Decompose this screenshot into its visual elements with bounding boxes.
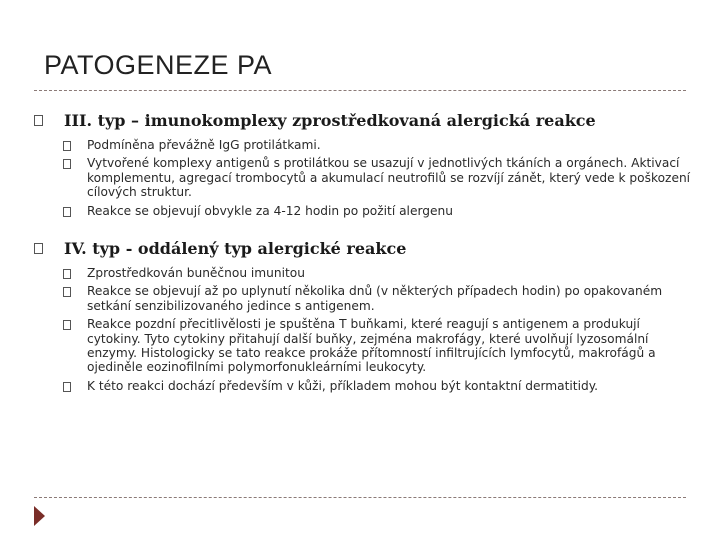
square-bullet-icon (63, 269, 71, 279)
list-item (87, 317, 694, 375)
list-item-text: Vytvořené komplexy antigenů s protilátkou se usazují v jednotlivých tkáních a orgánech. Aktivací komplementu, agregací trombocytů a akumulací neutrofilů se rozvíjí zánět, který vede k poškození cílových struktur. (87, 156, 691, 200)
list-item-text: Reakce pozdní přecitlivělosti je spuštěna T buňkami, které reagují s antigenem a produkují cytokiny. Tyto cytokiny přitahují další buňky, zejména makrofágy, které uvolňují lyzosomální enzymy. Histologicky se tato reakce prokáže přítomností infiltrujících lymfocytů, makrofágů a ojediněle eozinofilními polymorfonukleárními leukocyty. (87, 317, 656, 375)
square-bullet-icon (63, 141, 71, 151)
list-item-text: Podmíněna převážně IgG protilátkami. (87, 138, 321, 152)
section-heading-text: III. typ – imunokomplexy zprostředkovaná alergická reakce (64, 111, 596, 130)
section-heading-text: IV. typ - oddálený typ alergické reakce (64, 239, 407, 259)
bullet-list (34, 266, 694, 393)
section-heading (34, 236, 694, 262)
slide-title: PATOGENEZE PA (44, 50, 273, 80)
square-bullet-icon (63, 207, 71, 217)
list-item (87, 284, 694, 313)
footer-divider (34, 497, 686, 498)
square-bullet-icon (63, 159, 71, 169)
list-item-text: Reakce se objevují až po uplynutí několika dnů (v některých případech hodin) po opakovaném setkání senzibilizovaného jedince s antigenem. (87, 284, 663, 313)
square-bullet-icon (34, 243, 43, 254)
list-item (87, 156, 694, 199)
list-item-text: K této reakci dochází především v kůži, příkladem mohou být kontaktní dermatitidy. (87, 378, 599, 393)
square-bullet-icon (63, 382, 71, 392)
square-bullet-icon (63, 287, 71, 297)
section-type-iii (34, 108, 694, 218)
list-item (87, 379, 694, 393)
list-item (87, 204, 694, 218)
square-bullet-icon (63, 320, 71, 330)
list-item (87, 266, 694, 280)
section-type-iv (34, 236, 694, 393)
list-item-text: Zprostředkován buněčnou imunitou (87, 266, 305, 281)
next-slide-arrow-icon[interactable] (34, 506, 45, 526)
bullet-list (34, 138, 694, 218)
list-item (87, 138, 694, 152)
slide-content (34, 108, 694, 397)
section-heading (34, 108, 694, 134)
square-bullet-icon (34, 115, 43, 126)
title-divider (34, 90, 686, 91)
list-item-text: Reakce se objevují obvykle za 4-12 hodin po požití alergenu (87, 203, 453, 218)
